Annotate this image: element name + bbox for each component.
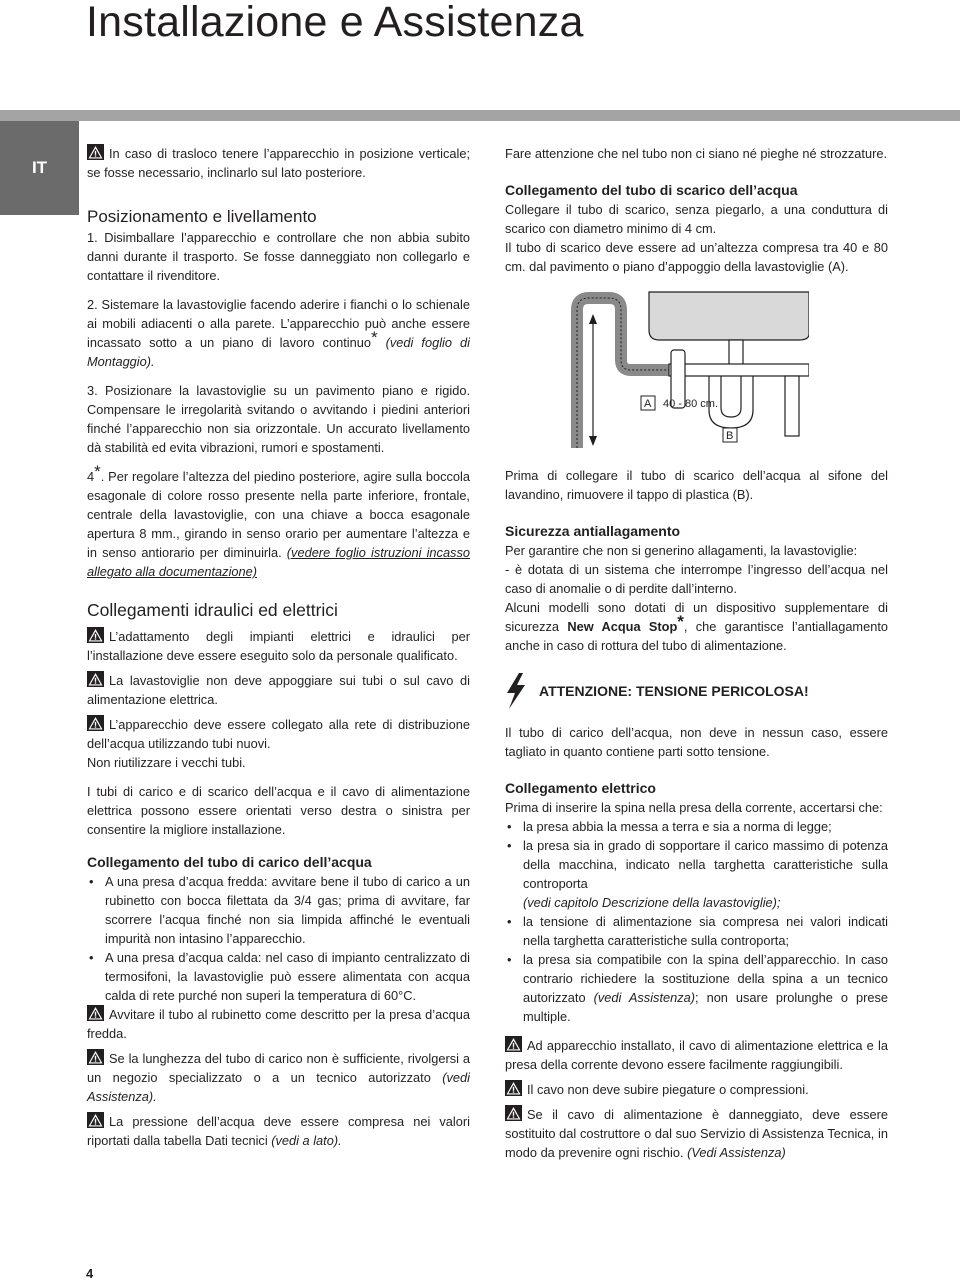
list-item: • la presa sia in grado di sopportare il carico massimo di potenza della macchina, indicato nella targhetta caratteristiche sulla controporta (vedi capitolo Descrizione della lavastoviglie); (505, 836, 888, 912)
siphon-trap-inner (721, 376, 741, 417)
warning-icon (87, 715, 104, 731)
height-range-label: 40 - 80 cm. (663, 398, 719, 410)
warning-icon (87, 144, 104, 160)
lightning-icon (505, 673, 527, 709)
inlet-hose-title: Collegamento del tubo di carico dell’acqua (87, 854, 372, 870)
drain-paragraph-2: Il tubo di scarico deve essere ad un’altezza compresa tra 40 e 80 cm. dal pavimento o piano d’appoggio della lavastoviglie (A). (505, 240, 888, 274)
inlet-warning-3: La pressione dell’acqua deve essere compresa nei valori riportati dalla tabella Dati tecnici (vedi a lato). (87, 1114, 470, 1148)
warning-icon (87, 1005, 104, 1021)
list-item: • A una presa d’acqua fredda: avvitare bene il tubo di carico a un rubinetto con bocca filettata da 3/4 gas; prima di avvitare, far scorrere l’acqua finché non sia limpida affinché le eventuali impurità non intasino l’apparecchio. (87, 872, 470, 948)
right-column (505, 144, 888, 1162)
positioning-step-1: 1. Disimballare l’apparecchio e controllare che non abbia subito danni durante il trasporto. Se fosse danneggiato non collegarlo e contattare il rivenditore. (87, 230, 470, 283)
positioning-step-4: 4*. Per regolare l’altezza del piedino posteriore, agire sulla boccola esagonale di colore rosso presente nella parte inferiore, frontale, centrale della lavastoviglie, con una chiave a bocca esagonale apertura 8 mm., girando in senso orario per aumentare l’altezza e in senso antiorario per diminuirla. (vedere foglio istruzioni incasso allegato alla documentazione) (87, 462, 470, 579)
list-item: • la presa sia compatibile con la spina dell’apparecchio. In caso contrario richiedere la sostituzione della spina a un tecnico autorizzato (vedi Assistenza); non usare prolunghe o prese multiple. (505, 950, 888, 1026)
arrow-up-icon (589, 314, 597, 324)
header-band (0, 110, 960, 121)
drain-hose-title: Collegamento del tubo di scarico dell’acqua (505, 182, 798, 198)
flood-safety-p2: - è dotata di un sistema che interrompe l’ingresso dell’acqua nel caso di anomalie o di perdite dall’interno. (505, 562, 888, 596)
connections-paragraph: I tubi di carico e di scarico dell’acqua e il cavo di alimentazione elettrica possono essere orientati verso destra o sinistra per consentire la migliore installazione. (87, 784, 470, 837)
warning-icon (505, 1105, 522, 1121)
warning-icon (87, 671, 104, 687)
drain-paragraph-1: Collegare il tubo di scarico, senza piegarlo, a una conduttura di scarico con diametro minimo di 4 cm. (505, 202, 888, 236)
label-b: B (726, 430, 734, 442)
hose-kink-note: Fare attenzione che nel tubo non ci siano né pieghe né strozzature. (505, 146, 888, 161)
electrical-warning-1: Ad apparecchio installato, il cavo di alimentazione elettrica e la presa della corrente devono essere facilmente raggiungibili. (505, 1038, 888, 1072)
warning-icon (505, 1036, 522, 1052)
flood-safety-p3: Alcuni modelli sono dotati di un dispositivo supplementare di sicurezza New Acqua Stop*, che garantisce l’antiallagamento anche in caso di rottura del tubo di alimentazione. (505, 600, 888, 653)
siphon-note: Prima di collegare il tubo di scarico dell’acqua al sifone del lavandino, rimuovere il tappo di plastica (B). (505, 468, 888, 502)
transport-warning: In caso di trasloco tenere l’apparecchio in posizione verticale; se fosse necessario, inclinarlo sul lato posteriore. (87, 146, 470, 180)
warning-icon (87, 1112, 104, 1128)
warning-icon (87, 627, 104, 643)
left-column (87, 144, 470, 1150)
connections-warning-2: La lavastoviglie non deve appoggiare sui tubi o sul cavo di alimentazione elettrica. (87, 673, 470, 707)
electrical-warning-3: Se il cavo di alimentazione è danneggiato, deve essere sostituito dal costruttore o dal suo Servizio di Assistenza Tecnica, in modo da prevenire ogni rischio. (Vedi Assistenza) (505, 1107, 888, 1160)
dishwasher-tank (649, 292, 809, 340)
positioning-step-2: 2. Sistemare la lavastoviglie facendo aderire i fianchi o lo schienale ai mobili adiacenti o alla parete. L’apparecchio può anche essere incassato sotto a un piano di lavoro continuo* (vedi foglio di Montaggio). (87, 297, 470, 369)
drain-diagram (559, 290, 809, 448)
connections-warning-3: L’apparecchio deve essere collegato alla rete di distribuzione dell’acqua utilizzando tubi nuovi. (87, 717, 470, 751)
positioning-step-3: 3. Posizionare la lavastoviglie su un pavimento piano e rigido. Compensare le irregolarità svitando o avvitando i piedini anteriori finché l’apparecchio non sia orizzontale. Un accurato livellamento dà stabilità ed evita vibrazioni, rumori e spostamenti. (87, 383, 470, 455)
connections-warning-3b: Non riutilizzare i vecchi tubi. (87, 755, 246, 770)
warning-icon (505, 1080, 522, 1096)
language-tab: IT (0, 121, 79, 215)
danger-paragraph: Il tubo di carico dell’acqua, non deve in nessun caso, essere tagliato in quanto contiene parti sotto tensione. (505, 725, 888, 759)
flood-safety-p1: Per garantire che non si generino allagamenti, la lavastoviglie: (505, 543, 858, 558)
page-number: 4 (86, 1266, 94, 1281)
arrow-down-icon (589, 436, 597, 446)
list-item: • la tensione di alimentazione sia compresa nei valori indicati nella targhetta caratteristiche sulla controporta; (505, 912, 888, 950)
connections-title: Collegamenti idraulici ed elettrici (87, 600, 338, 620)
horizontal-pipe (669, 364, 809, 376)
electrical-intro: Prima di inserire la spina nella presa della corrente, accertarsi che: (505, 800, 883, 815)
electrical-warning-2: Il cavo non deve subire piegature o compressioni. (505, 1080, 888, 1099)
label-a: A (644, 398, 652, 410)
positioning-title: Posizionamento e livellamento (87, 207, 317, 226)
inlet-warning-2: Se la lunghezza del tubo di carico non è sufficiente, rivolgersi a un negozio specializzato o a un tecnico autorizzato (vedi Assistenza). (87, 1051, 470, 1104)
warning-icon (87, 1049, 104, 1065)
flood-safety-title: Sicurezza antiallagamento (505, 523, 681, 539)
electrical-title: Collegamento elettrico (505, 780, 656, 796)
electrical-list (505, 817, 888, 1026)
list-item: • la presa abbia la messa a terra e sia a norma di legge; (505, 817, 888, 836)
list-item: • A una presa d’acqua calda: nel caso di impianto centralizzato di termosifoni, la lavastoviglie può essere alimentata con acqua calda di rete purché non superi la temperatura di 60°C. (87, 948, 470, 1005)
outlet-pipe (785, 376, 799, 436)
connections-warning-1: L’adattamento degli impianti elettrici e idraulici per l’installazione deve essere eseguito solo da personale qualificato. (87, 629, 470, 663)
danger-notice: ATTENZIONE: TENSIONE PERICOLOSA! (505, 673, 888, 709)
inlet-hose-list (87, 872, 470, 1005)
page-title: Installazione e Assistenza (86, 0, 584, 46)
inlet-warning-1: Avvitare il tubo al rubinetto come descritto per la presa d’acqua fredda. (87, 1007, 470, 1041)
